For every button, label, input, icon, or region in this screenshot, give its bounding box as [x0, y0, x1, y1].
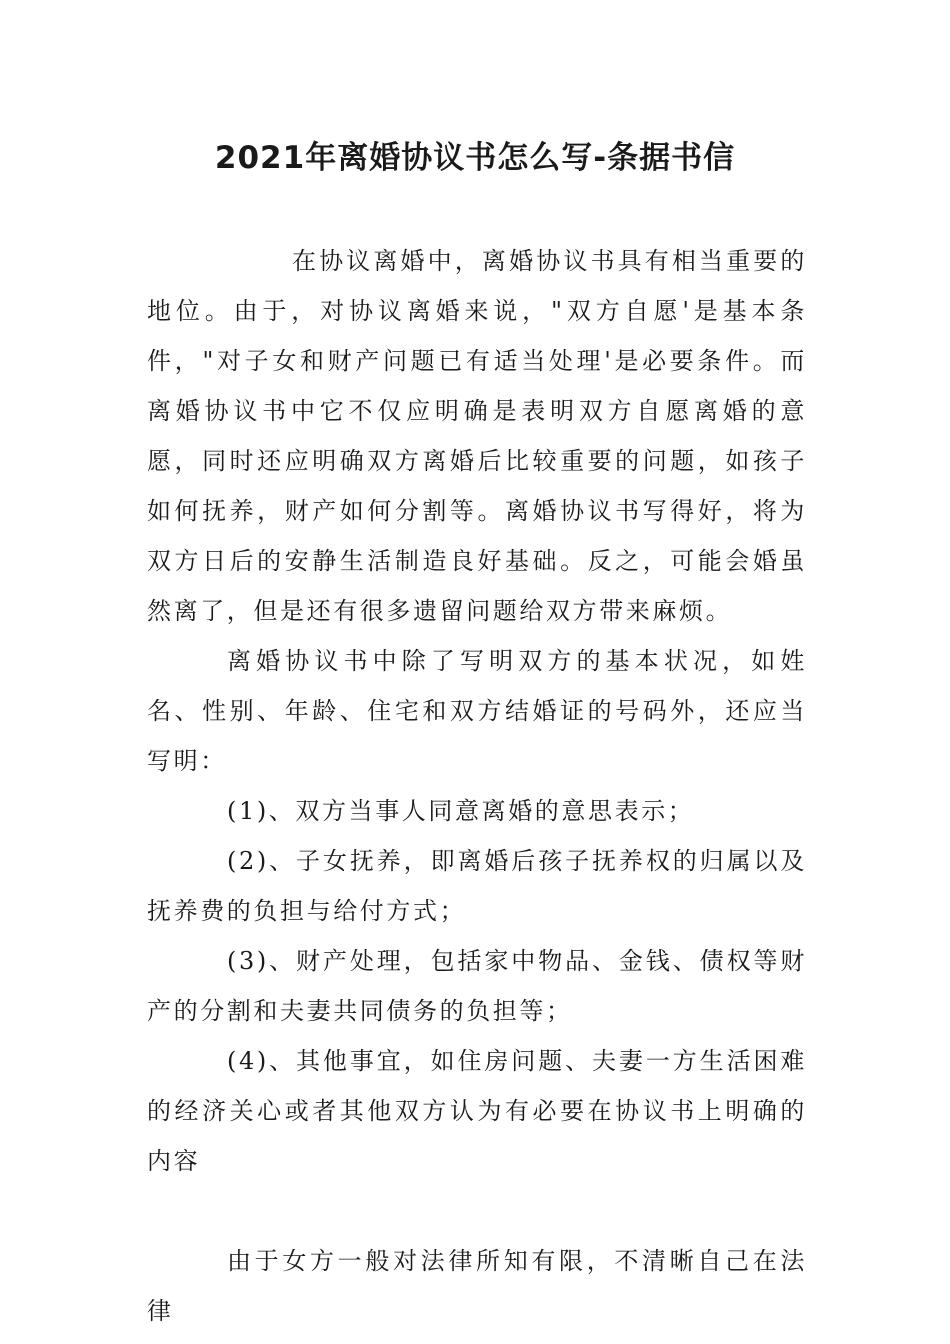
list-item-4: (4)、其他事宜，如住房问题、夫妻一方生活困难的经济关心或者其他双方认为有必要在协议书上明确的内容	[147, 1047, 807, 1175]
list-item-1: (1)、双方当事人同意离婚的意思表示；	[227, 797, 695, 825]
document-title: 2021年离婚协议书怎么写-条据书信	[214, 140, 736, 176]
paragraph-intro: 在协议离婚中，离婚协议书具有相当重要的地位。由于，对协议离婚来说，"双方自愿'是基本条件，"对子女和财产问题已有适当处理'是必要条件。而离婚协议书中它不仅应明确是表明双方自愿离婚的意愿，同时还应明确双方离婚后比较重要的问题，如孩子如何抚养，财产如何分割等。离婚协议书写得好，将为双方日后的安静生活制造良好基础。反之，可能会婚虽然离了，但是还有很多遗留问题给双方带来麻烦。	[147, 247, 807, 625]
list-item-3: (3)、财产处理，包括家中物品、金钱、债权等财产的分割和夫妻共同债务的负担等；	[147, 947, 807, 1025]
paragraph-gap	[147, 1186, 807, 1236]
document-body	[147, 236, 807, 1336]
list-item-2: (2)、子女抚养，即离婚后孩子抚养权的归属以及抚养费的负担与给付方式；	[147, 847, 807, 925]
paragraph-closing: 由于女方一般对法律所知有限，不清晰自己在法律	[147, 1247, 807, 1325]
paragraph-requirements: 离婚协议书中除了写明双方的基本状况，如姓名、性别、年龄、住宅和双方结婚证的号码外，还应当写明：	[147, 647, 807, 775]
